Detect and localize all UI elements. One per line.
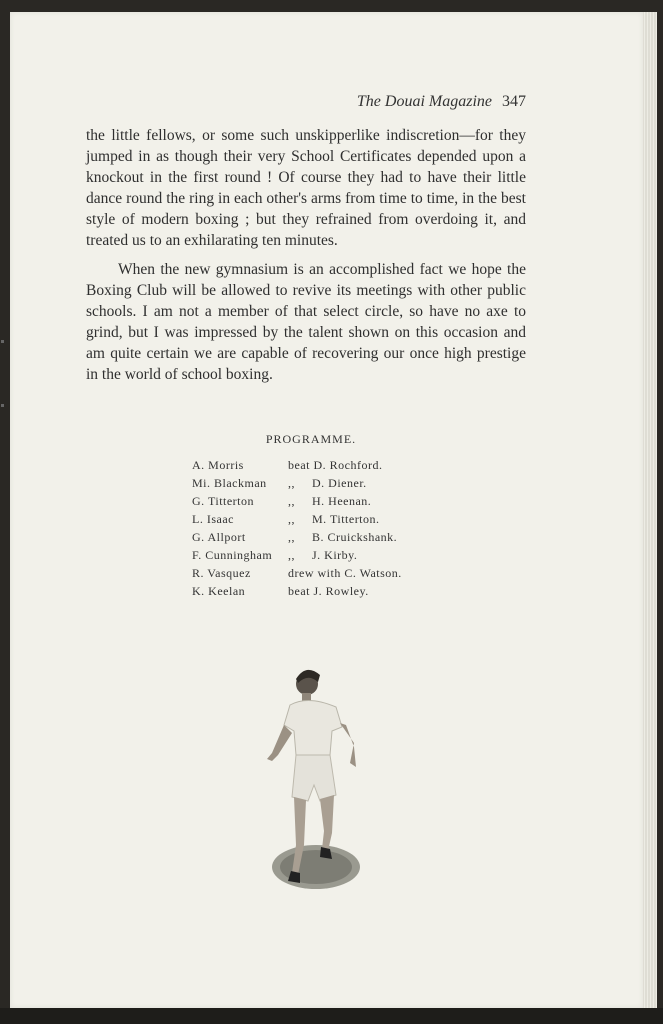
bout-result: beat [288,583,310,598]
bout-result: drew with [288,565,341,580]
winner-name: F. Cunningham [192,547,273,562]
opponent-name: D. Diener. [312,475,367,490]
margin-mark [1,340,4,343]
programme-row [192,492,402,510]
winner-name: K. Keelan [192,583,246,598]
programme-row [192,528,402,546]
opponent-name: M. Titterton. [312,511,380,526]
winner-name: Mi. Blackman [192,475,267,490]
paragraph: the little fellows, or some such unskipperlike indiscretion—for they jumped in as though their very School Certificates depended upon a knockout in the first round ! Of course they had to have their little dance round the ring in each other's arms from time to time, in the best style of modern boxing ; but they refrained from overdoing it, and treated us to an exhilarating ten minutes. [86,127,526,249]
page-number: 347 [502,93,526,110]
programme-row [192,510,402,528]
programme-title: PROGRAMME. [265,432,357,446]
magazine-title: The Douai Magazine [356,93,492,110]
running-header [0,93,526,111]
bout-result: ,, [288,475,295,490]
opponent-name: H. Heenan. [312,493,372,508]
winner-name: G. Titterton [192,493,255,508]
opponent-name: J. Rowley. [313,583,369,598]
runner-photo [258,655,368,900]
programme-row [192,474,402,492]
winner-name: R. Vasquez [192,565,251,580]
page-edge [643,12,657,1008]
bout-result: ,, [288,511,295,526]
opponent-name: J. Kirby. [312,547,358,562]
bout-result: ,, [288,529,295,544]
body-text [86,125,526,385]
programme-row [192,564,402,582]
opponent-name: B. Cruickshank. [312,529,398,544]
book-bottom-edge [0,1008,663,1024]
programme-table [192,456,402,600]
bout-result [288,582,402,600]
paragraph: When the new gymnasium is an accomplished fact we hope the Boxing Club will be allowed to revive its meetings with other public schools. I am not a member of that select circle, so have no axe to grind, but I was impressed by the talent shown on this occasion and am quite certain we are capable of recovering our once high prestige in the world of school boxing. [86,261,526,383]
bout-result: ,, [288,547,295,562]
programme-row [192,546,402,564]
winner-name: A. Morris [192,457,244,472]
bout-result: ,, [288,493,295,508]
programme-row [192,456,402,474]
bout-result [288,456,402,474]
bout-result: beat [288,457,310,472]
programme-row [192,582,402,600]
bout-result [288,564,402,582]
margin-mark [1,404,4,407]
winner-name: L. Isaac [192,511,234,526]
opponent-name: D. Rochford. [313,457,383,472]
winner-name: G. Allport [192,529,246,544]
opponent-name: C. Watson. [344,565,402,580]
